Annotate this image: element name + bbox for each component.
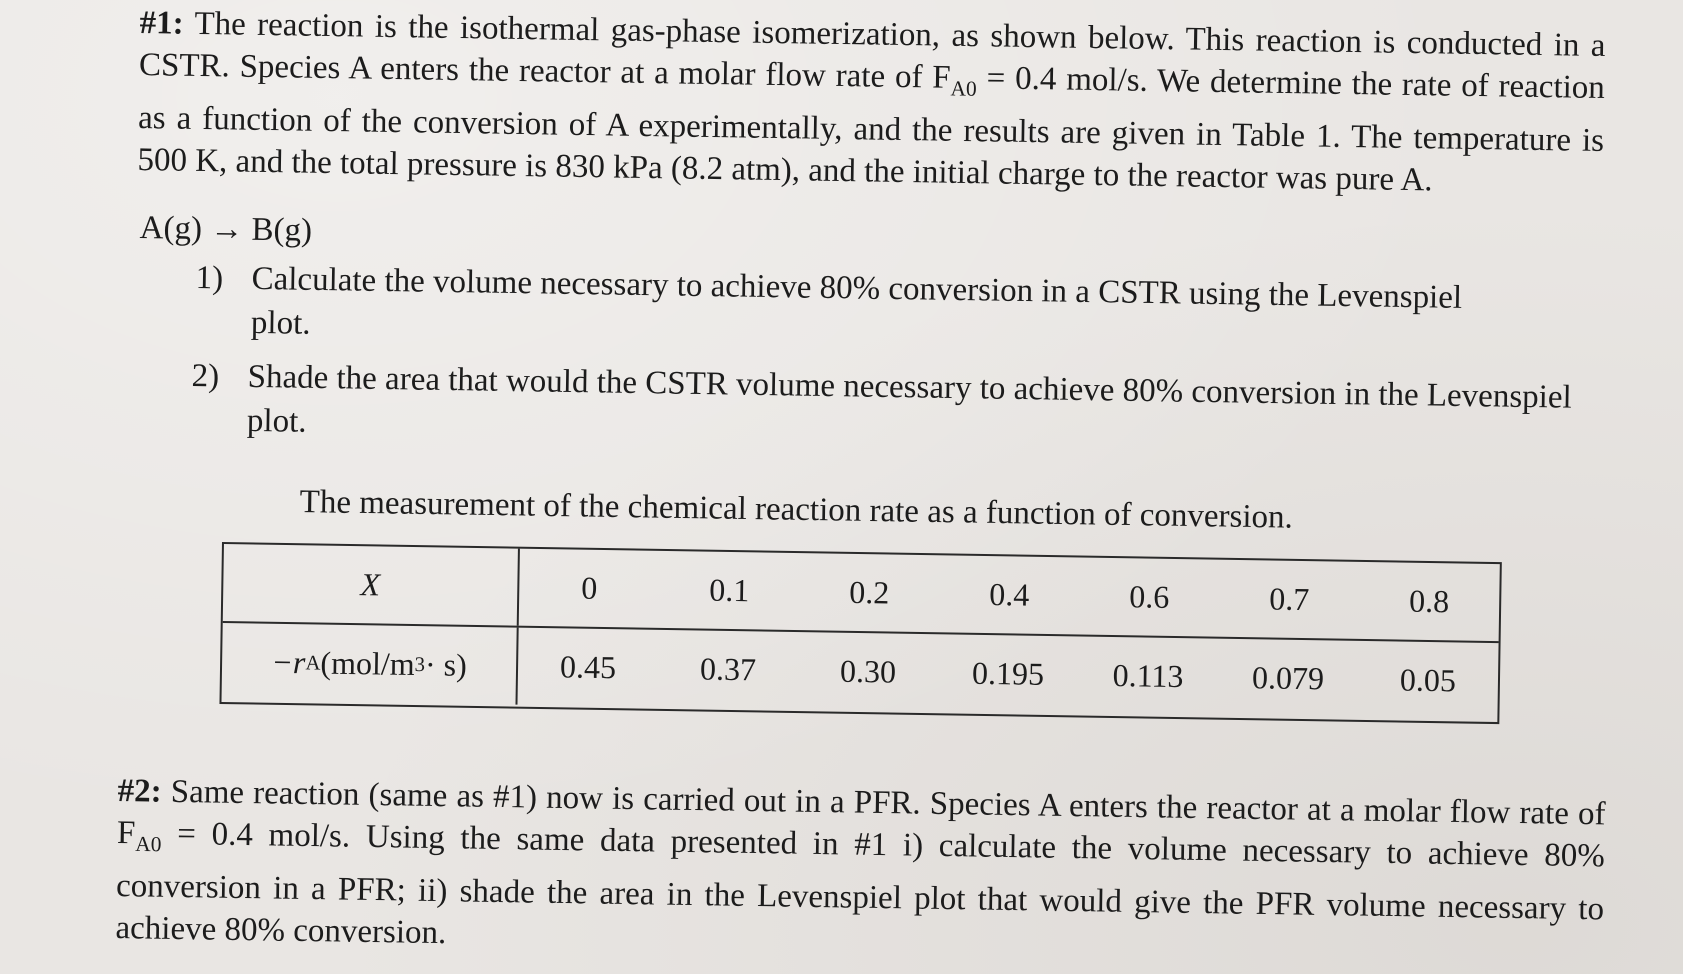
table-cell-rate: 0.079 (1251, 659, 1325, 697)
question-2-text: Shade the area that would the CSTR volume necessary to achieve 80% conversion in the Levenspiel plot. (246, 358, 1572, 440)
table-cell-rate: 0.30 (839, 652, 897, 690)
rate-subscript: A (305, 650, 321, 675)
table-cell-x: 0.2 (849, 573, 890, 611)
table-header-rate (222, 623, 519, 705)
reaction-equation: A(g) → B(g) (139, 210, 313, 249)
table-cell-x: 0.6 (1128, 578, 1170, 615)
table-cell-x: 0 (581, 569, 598, 606)
rate-symbol: −r (271, 643, 306, 681)
problem-2-flow-subscript: A0 (135, 831, 162, 857)
table-cell-rate: 0.05 (1399, 661, 1457, 699)
problem-2-label: #2: (117, 772, 162, 810)
rate-unit-b: · s) (424, 646, 468, 683)
table-cell-rate: 0.195 (971, 654, 1045, 692)
table-header-x: X (223, 544, 520, 626)
table-cell-x: 0.1 (709, 571, 750, 609)
question-1-number: 1) (195, 259, 224, 297)
problem-2-statement (115, 770, 1606, 972)
table-caption: The measurement of the chemical reaction rate as a function of conversion. (299, 484, 1294, 536)
table-cell-rate: 0.45 (559, 648, 617, 686)
rate-unit-a: (mol/m (320, 644, 415, 683)
table-cell-x: 0.7 (1268, 580, 1310, 618)
question-1 (195, 256, 1506, 369)
problem-2-text-b: = 0.4 mol/s. Using the same data presented in #1 i) calculate the volume necessary to achieve 80% conversion in a PFR; ii) shade the area in the Levenspiel plot that would give the PFR volume necessary to achieve 80% conversion. (115, 815, 1606, 951)
question-2-number: 2) (191, 357, 220, 395)
question-2 (191, 354, 1612, 468)
problem-2-text-a: Same reaction (same as #1) now is carried out in a PFR. Species A enters the reactor at a molar flow rate of F (116, 773, 1606, 852)
table-cell-x: 0.8 (1408, 582, 1450, 620)
rate-unit-sup: 3 (414, 652, 426, 676)
problem-1-label: #1: (139, 4, 184, 42)
problem-1-text-b: = 0.4 mol/s. We determine the rate of reaction as a function of the conversion of A experimentally, and the results are given in Table 1. The temperature is 500 K, and the total pressure is 830 kPa (8.2 atm), and the initial charge to the reactor was pure A. (137, 60, 1606, 198)
question-1-text: Calculate the volume necessary to achieve 80% conversion in a CSTR using the Levenspiel plot. (250, 260, 1463, 342)
problem-1-statement (137, 2, 1606, 204)
problem-1-text-a: The reaction is the isothermal gas-phase isomerization, as shown below. This reaction is conducted in a CSTR. Species A enters the reactor at a molar flow rate of F (138, 5, 1606, 96)
table-cell-rate: 0.113 (1112, 657, 1184, 695)
rate-table (219, 542, 1501, 724)
table-cell-rate: 0.37 (699, 650, 757, 688)
table-cell-x: 0.4 (988, 576, 1030, 613)
problem-1-flow-subscript: A0 (950, 76, 977, 101)
